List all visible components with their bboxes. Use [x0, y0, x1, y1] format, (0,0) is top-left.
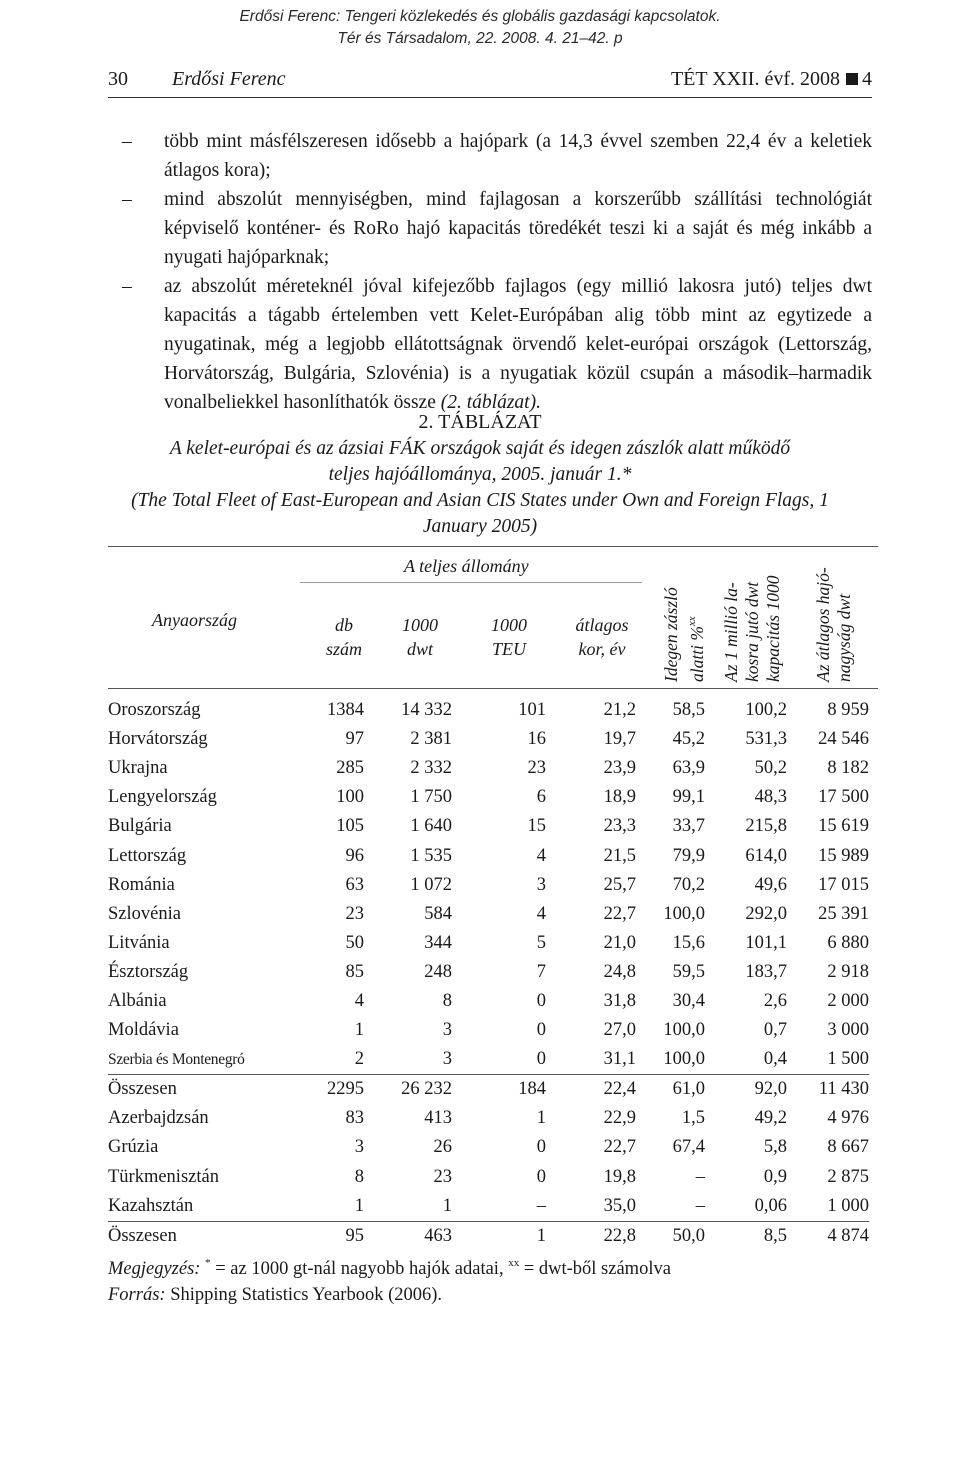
dash-marker: – — [122, 276, 132, 297]
cell-country: Türkmenisztán — [108, 1166, 219, 1187]
cell-age: 31,8 — [603, 990, 636, 1011]
table-title-english: (The Total Fleet of East-European and Asian CIS States under Own and Foreign Flags, 1 January 2005) — [131, 490, 829, 537]
cell-country: Azerbajdzsán — [108, 1108, 209, 1129]
cell-average-size: 4 976 — [827, 1108, 869, 1129]
cell-age: 35,0 — [603, 1195, 636, 1216]
cell-foreign-flag: 100,0 — [663, 1020, 705, 1041]
cell-per-capita: 531,3 — [745, 729, 787, 750]
table-row — [108, 725, 869, 754]
group-header: A teljes állomány — [404, 556, 529, 576]
table-row — [108, 812, 869, 841]
cell-count: 105 — [336, 816, 364, 837]
cell-country: Románia — [108, 874, 175, 895]
journal-name: TÉT XXII. évf. 2008 — [670, 68, 840, 90]
table-row — [108, 1045, 869, 1075]
header-avgsize-line-1: Az átlagos hajó- — [813, 567, 833, 682]
header-count — [320, 613, 368, 661]
cell-age: 21,0 — [603, 932, 636, 953]
header-foreign-sup: xx — [686, 616, 698, 627]
cell-teu: 0 — [536, 1137, 546, 1158]
cell-foreign-flag: 100,0 — [663, 903, 705, 924]
cell-foreign-flag: – — [695, 1166, 705, 1187]
cell-teu: 15 — [527, 816, 546, 837]
cell-age: 23,3 — [603, 816, 636, 837]
cell-country: Észtország — [108, 961, 189, 982]
cell-per-capita: 0,06 — [754, 1195, 787, 1216]
cell-age: 22,8 — [546, 1221, 636, 1251]
cell-per-capita: 5,8 — [763, 1137, 787, 1158]
cell-per-capita: 183,7 — [745, 961, 787, 982]
cell-average-size: 15 989 — [818, 845, 869, 866]
cell-teu: 7 — [536, 961, 546, 982]
cell-count: 96 — [345, 845, 364, 866]
cell-dwt: 413 — [424, 1108, 452, 1129]
header-foreign-line-1: Idegen zászló — [661, 587, 681, 682]
table-number: 2. TÁBLÁZAT — [418, 411, 542, 433]
header-bottom-rule — [108, 688, 878, 689]
header-percap-line-3: kapacitás 1000 — [763, 575, 783, 682]
cell-per-capita: 101,1 — [745, 932, 787, 953]
cell-count: 97 — [345, 729, 364, 750]
table-note — [108, 1250, 671, 1282]
cell-per-capita: 2,6 — [763, 990, 787, 1011]
cell-count: 4 — [354, 990, 364, 1011]
cell-dwt: 463 — [364, 1221, 452, 1251]
cell-teu: 16 — [527, 729, 546, 750]
note-sup-1: * — [205, 1257, 211, 1269]
cell-average-size: 8 182 — [827, 758, 869, 779]
cell-per-capita: 50,2 — [754, 758, 787, 779]
cell-per-capita: 0,7 — [763, 1020, 787, 1041]
bullet-text: az abszolút méreteknél jóval kifejezőbb fajlagos (egy millió lakosra jutó) teljes dwt kapacitás a tágabb értelemben vett Kelet-Európában alig több mint az egytizede a nyugatinak, még a legjobb ellátottságnak örvendő kelet-európai országok (Lettország, Horvátország, Bulgária, Szlovénia) is a nyugatiak közül csupán a második–harmadik vonalbeliekkel hasonlíthatók össze — [164, 276, 872, 413]
cell-average-size: 8 667 — [827, 1137, 869, 1158]
bullet-text: több mint másfélszeresen idősebb a hajópark (a 14,3 évvel szemben 22,4 év a keletiek átlagos kora); — [164, 131, 872, 181]
dash-marker: – — [122, 189, 132, 210]
source-text: Shipping Statistics Yearbook (2006). — [165, 1285, 443, 1305]
header-foreign-flag — [661, 587, 708, 682]
cell-teu: 0 — [536, 1166, 546, 1187]
header-foreign-percent: alatti % — [687, 626, 707, 682]
cell-count: 85 — [345, 961, 364, 982]
cell-teu: 184 — [452, 1075, 546, 1105]
cell-dwt: 1 072 — [410, 874, 452, 895]
cell-foreign-flag: 58,5 — [672, 700, 705, 721]
cell-age: 22,7 — [603, 1137, 636, 1158]
header-percap-line-1: Az 1 millió la- — [721, 582, 741, 682]
header-age — [563, 613, 641, 661]
citation-line-2: Tér és Társadalom, 22. 2008. 4. 21–42. p — [337, 30, 623, 47]
cell-teu: 1 — [452, 1221, 546, 1251]
header-dwt — [392, 613, 448, 661]
cell-dwt: 26 — [433, 1137, 452, 1158]
cell-country: Horvátország — [108, 729, 208, 750]
cell-dwt: 1 640 — [410, 816, 452, 837]
cell-foreign-flag: 1,5 — [681, 1108, 705, 1129]
cell-dwt: 14 332 — [401, 700, 452, 721]
note-sup-2: xx — [508, 1257, 520, 1269]
header-dwt-line-1: 1000 — [402, 615, 438, 635]
table-row — [108, 929, 869, 958]
cell-per-capita: 49,6 — [754, 874, 787, 895]
cell-foreign-flag: 45,2 — [672, 729, 705, 750]
bullet-item — [108, 272, 872, 417]
header-per-capita — [721, 576, 784, 682]
header-foreign-line-2 — [682, 587, 708, 682]
header-percap-line-2: kosra jutó dwt — [742, 581, 762, 682]
cell-age: 24,8 — [603, 961, 636, 982]
running-head-journal — [671, 66, 872, 92]
table-row — [108, 958, 869, 987]
cell-dwt: 23 — [433, 1166, 452, 1187]
table-row — [108, 754, 869, 783]
cell-dwt: 1 535 — [410, 845, 452, 866]
cell-average-size: 4 874 — [787, 1221, 869, 1251]
cell-per-capita: 614,0 — [745, 845, 787, 866]
table-row — [108, 696, 869, 725]
header-avgsize-line-2: nagyság dwt — [834, 594, 854, 682]
table-total-row — [108, 1221, 869, 1251]
cell-count: 2295 — [260, 1075, 364, 1105]
table-title-hungarian: A kelet-európai és az ázsiai FÁK országok saját és idegen zászlók alatt működő teljes hajóállománya, 2005. január 1.* — [169, 438, 791, 485]
cell-country: Összesen — [108, 1075, 260, 1105]
bullet-item — [108, 127, 872, 185]
cell-age: 19,7 — [603, 729, 636, 750]
cell-per-capita: 92,0 — [705, 1075, 787, 1105]
cell-age: 25,7 — [603, 874, 636, 895]
cell-average-size: 1 500 — [827, 1049, 869, 1070]
header-teu — [481, 613, 537, 661]
cell-foreign-flag: 15,6 — [672, 932, 705, 953]
header-teu-line-1: 1000 — [491, 615, 527, 635]
cell-average-size: 15 619 — [818, 816, 869, 837]
cell-count: 2 — [354, 1049, 364, 1070]
cell-foreign-flag: 70,2 — [672, 874, 705, 895]
cell-count: 1384 — [327, 700, 364, 721]
header-age-line-2: kor, év — [578, 639, 626, 659]
cell-count: 63 — [345, 874, 364, 895]
cell-country: Bulgária — [108, 816, 172, 837]
cell-dwt: 2 381 — [410, 729, 452, 750]
cell-average-size: 24 546 — [818, 729, 869, 750]
cell-foreign-flag: 59,5 — [672, 961, 705, 982]
cell-count: 83 — [345, 1108, 364, 1129]
cell-average-size: 2 000 — [827, 990, 869, 1011]
running-head-author: Erdősi Ferenc — [172, 68, 286, 90]
cell-per-capita: 8,5 — [705, 1221, 787, 1251]
header-count-line-2: szám — [325, 639, 362, 659]
header-average-size — [813, 567, 855, 682]
table-reference: (2. táblázat). — [440, 392, 541, 413]
table-total-row — [108, 1075, 869, 1105]
cell-age: 27,0 — [603, 1020, 636, 1041]
cell-teu: 4 — [536, 903, 546, 924]
cell-foreign-flag: 33,7 — [672, 816, 705, 837]
bullet-item — [108, 185, 872, 272]
cell-average-size: 17 500 — [818, 787, 869, 808]
cell-teu: 0 — [536, 1020, 546, 1041]
cell-foreign-flag: 30,4 — [672, 990, 705, 1011]
header-dwt-line-2: dwt — [406, 639, 433, 659]
cell-per-capita: 0,4 — [763, 1049, 787, 1070]
cell-count: 50 — [345, 932, 364, 953]
cell-dwt: 3 — [442, 1020, 452, 1041]
cell-age: 21,2 — [603, 700, 636, 721]
issue-number: 4 — [862, 68, 872, 90]
table-row — [108, 871, 869, 900]
cell-dwt: 26 232 — [364, 1075, 452, 1105]
header-teu-line-2: TEU — [491, 639, 526, 659]
cell-count: 285 — [336, 758, 364, 779]
table-row — [108, 841, 869, 870]
cell-foreign-flag: 100,0 — [663, 1049, 705, 1070]
cell-teu: 0 — [536, 1049, 546, 1070]
cell-country: Moldávia — [108, 1020, 179, 1041]
cell-teu: 3 — [536, 874, 546, 895]
cell-foreign-flag: 79,9 — [672, 845, 705, 866]
table-row — [108, 1104, 869, 1133]
square-bullet-icon — [846, 73, 858, 85]
cell-age: 21,5 — [603, 845, 636, 866]
table-row — [108, 900, 869, 929]
cell-teu: 5 — [536, 932, 546, 953]
cell-country: Szerbia és Montenegró — [108, 1050, 245, 1068]
group-header-rule — [300, 582, 642, 583]
note-label: Megjegyzés: — [108, 1259, 201, 1279]
cell-age: 22,4 — [546, 1075, 636, 1105]
cell-country: Ukrajna — [108, 758, 168, 779]
cell-average-size: 25 391 — [818, 903, 869, 924]
cell-count: 8 — [354, 1166, 364, 1187]
cell-foreign-flag: 63,9 — [672, 758, 705, 779]
cell-country: Lettország — [108, 845, 187, 866]
cell-teu: 1 — [536, 1108, 546, 1129]
dash-marker: – — [122, 131, 132, 152]
cell-country: Albánia — [108, 990, 167, 1011]
cell-country: Oroszország — [108, 700, 201, 721]
cell-per-capita: 292,0 — [745, 903, 787, 924]
cell-age: 31,1 — [603, 1049, 636, 1070]
cell-count: 100 — [336, 787, 364, 808]
cell-per-capita: 0,9 — [763, 1166, 787, 1187]
cell-country: Lengyelország — [108, 787, 217, 808]
cell-dwt: 2 332 — [410, 758, 452, 779]
cell-foreign-flag: 67,4 — [672, 1137, 705, 1158]
citation-header — [0, 6, 960, 50]
cell-count: 23 — [345, 903, 364, 924]
cell-dwt: 3 — [442, 1049, 452, 1070]
cell-country: Összesen — [108, 1221, 260, 1251]
cell-average-size: 17 015 — [818, 874, 869, 895]
cell-average-size: 3 000 — [827, 1020, 869, 1041]
cell-teu: 0 — [536, 990, 546, 1011]
table-row — [108, 1163, 869, 1192]
cell-average-size: 2 918 — [827, 961, 869, 982]
cell-age: 22,7 — [603, 903, 636, 924]
cell-dwt: 248 — [424, 961, 452, 982]
cell-teu: – — [536, 1195, 546, 1216]
page-number: 30 — [108, 68, 128, 90]
cell-foreign-flag: 50,0 — [636, 1221, 705, 1251]
header-age-line-1: átlagos — [575, 615, 629, 635]
citation-line-1: Erdősi Ferenc: Tengeri közlekedés és globális gazdasági kapcsolatok. — [239, 8, 721, 25]
cell-teu: 101 — [518, 700, 546, 721]
note-text-1: = az 1000 gt-nál nagyobb hajók adatai, — [210, 1259, 509, 1279]
cell-age: 23,9 — [603, 758, 636, 779]
cell-foreign-flag: 61,0 — [636, 1075, 705, 1105]
cell-country: Litvánia — [108, 932, 170, 953]
cell-age: 19,8 — [603, 1166, 636, 1187]
cell-dwt: 1 — [442, 1195, 452, 1216]
cell-teu: 23 — [527, 758, 546, 779]
cell-age: 18,9 — [603, 787, 636, 808]
cell-dwt: 1 750 — [410, 787, 452, 808]
cell-country: Grúzia — [108, 1137, 159, 1158]
cell-per-capita: 100,2 — [745, 700, 787, 721]
header-count-line-1: db — [335, 615, 353, 635]
cell-age: 22,9 — [603, 1108, 636, 1129]
cell-count: 3 — [354, 1137, 364, 1158]
cell-count: 1 — [354, 1020, 364, 1041]
table-row — [108, 987, 869, 1016]
header-country: Anyaország — [152, 610, 237, 630]
cell-dwt: 584 — [424, 903, 452, 924]
cell-per-capita: 49,2 — [754, 1108, 787, 1129]
cell-country: Kazahsztán — [108, 1195, 194, 1216]
table-top-rule — [108, 546, 878, 547]
cell-average-size: 11 430 — [787, 1075, 869, 1105]
cell-teu: 6 — [536, 787, 546, 808]
data-table — [108, 696, 869, 1251]
cell-count: 1 — [354, 1195, 364, 1216]
table-row — [108, 1192, 869, 1222]
cell-per-capita: 215,8 — [745, 816, 787, 837]
cell-average-size: 6 880 — [827, 932, 869, 953]
cell-average-size: 8 959 — [827, 700, 869, 721]
cell-country: Szlovénia — [108, 903, 181, 924]
cell-dwt: 344 — [424, 932, 452, 953]
table-row — [108, 783, 869, 812]
source-label: Forrás: — [108, 1285, 166, 1305]
table-row — [108, 1016, 869, 1045]
cell-count: 95 — [260, 1221, 364, 1251]
bullet-list — [108, 127, 872, 417]
cell-foreign-flag: – — [695, 1195, 705, 1216]
cell-average-size: 2 875 — [827, 1166, 869, 1187]
table-row — [108, 1133, 869, 1162]
cell-foreign-flag: 99,1 — [672, 787, 705, 808]
note-text-2: = dwt-ből számolva — [519, 1259, 671, 1279]
cell-teu: 4 — [536, 845, 546, 866]
cell-average-size: 1 000 — [827, 1195, 869, 1216]
cell-dwt: 8 — [442, 990, 452, 1011]
header-rule — [108, 97, 872, 98]
table-source — [108, 1282, 442, 1308]
cell-per-capita: 48,3 — [754, 787, 787, 808]
bullet-text: mind abszolút mennyiségben, mind fajlagosan a korszerűbb szállítási technológiát képviselő konténer- és RoRo hajó kapacitás töredékét teszi ki a saját és még inkább a nyugati hajóparknak; — [164, 189, 872, 268]
